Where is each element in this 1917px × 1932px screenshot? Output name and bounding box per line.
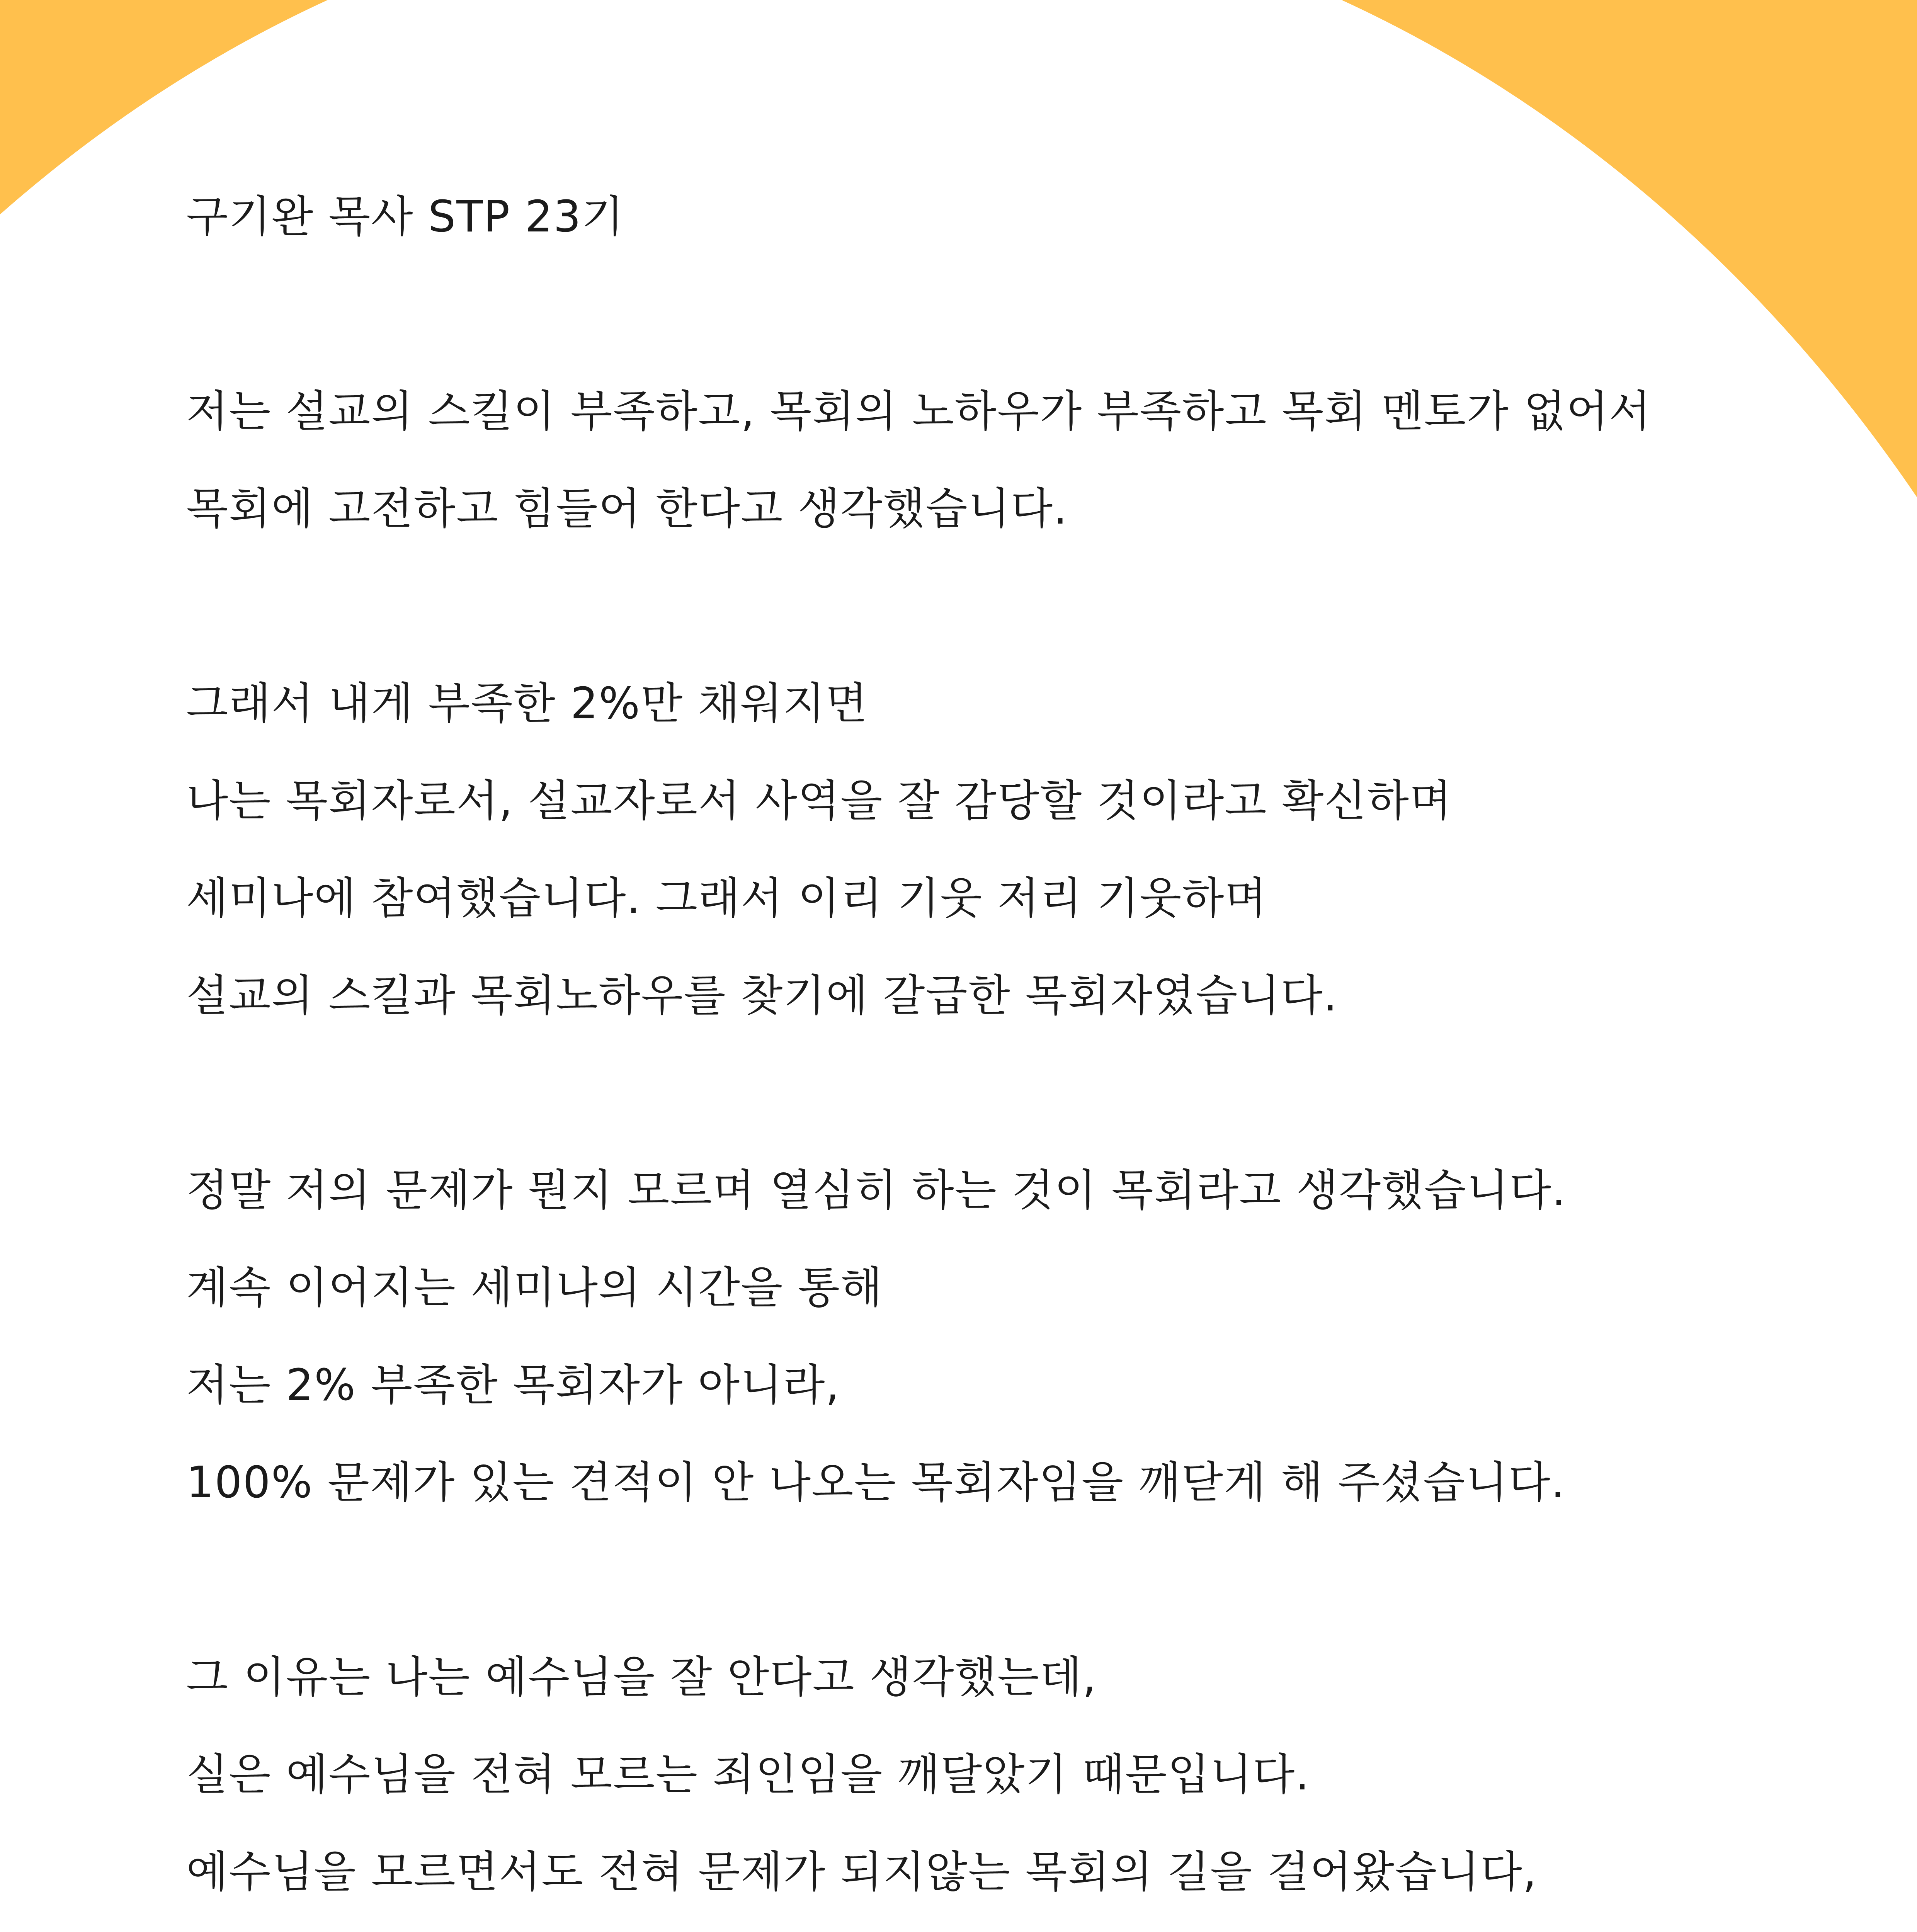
paragraph-line: 설교의 스킬과 목회노하우를 찾기에 갈급한 목회자였습니다. — [186, 971, 1338, 1021]
letter-body — [186, 168, 1693, 1932]
paragraph-line: 계속 이어지는 세미나의 시간을 통해 — [186, 1263, 883, 1313]
paragraph-line: 저는 설교의 스킬이 부족하고, 목회의 노하우가 부족하고 목회 멘토가 없어서 — [186, 386, 1652, 437]
paragraph-line: 100% 문제가 있는 견적이 안 나오는 목회자임을 깨닫게 해 주셨습니다. — [186, 1458, 1566, 1508]
paragraph-line: 예수님을 모르면서도 전혀 문제가 되지않는 목회의 길을 걸어왔습니다, — [186, 1847, 1538, 1897]
paragraph-1 — [186, 363, 1693, 558]
paragraph-line: 실은 예수님을 전혀 모르는 죄인임을 깨달았기 때문입니다. — [186, 1750, 1310, 1800]
paragraph-line: 정말 저의 문제가 뭔지 모르며 열심히 하는 것이 목회라고 생각했습니다. — [186, 1165, 1567, 1216]
paragraph-line: 그 이유는 나는 예수님을 잘 안다고 생각했는데, — [186, 1652, 1097, 1702]
paragraph-line: 그래서 내게 부족한 2%만 채워지면 — [186, 679, 868, 729]
paragraph-2 — [186, 655, 1693, 1044]
paragraph-line: 목회에 고전하고 힘들어 한다고 생각했습니다. — [186, 484, 1068, 534]
paragraph-line — [186, 1921, 1693, 1932]
paragraph-line: 세미나에 참여했습니다. 그래서 이리 기웃 저리 기웃하며 — [186, 873, 1267, 923]
paragraph-4 — [186, 1629, 1693, 1932]
letter-title: 구기완 목사 STP 23기 — [186, 192, 624, 242]
paragraph-line: 저는 2% 부족한 목회자가 아니라, — [186, 1360, 840, 1410]
paragraph-line: 나는 목회자로서, 설교자로서 사역을 잘 감당할 것이라고 확신하며 — [186, 776, 1452, 826]
paragraph-3 — [186, 1142, 1693, 1531]
